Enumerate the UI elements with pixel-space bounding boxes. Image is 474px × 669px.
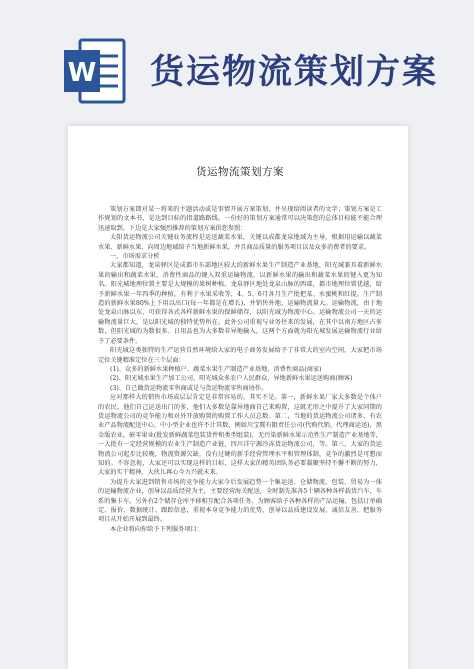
list-item-2: (2)、阳光城水果生产加工公司，阳光城众多农户人民群众、异地新鲜水果运送购商(顾客) [110,375,353,383]
logo-letter: W [67,58,97,88]
paragraph-strategy: 为提升大家进到销售市场的竞争能力大家今后发展趋势一个集运送、仓储物流、包装、贸易为一体的运输物流企业，创导以品质经营为主，主要经营海关配送，全时制先准各5十辆各种各样载货汽车，车系的集卡车，另外有2个储存仓库平移相互配合各项任务。为顾客给予各种各样的产品运输，包括订单确定、报价、数据统计、跟踪信息，重视本身竞争能力的优势，创导以品质建设发展，诚信友善，把服务项目从开始开展到最终。 [98,478,382,524]
word-document-icon [62,36,128,106]
paragraph-market-analysis: 大家都知道，龙泉驿区是成都市东部地区较大的新鲜水果生产制造产业基地，阳光城兼具着新鲜水果的输出和蔬菜水果、消费性商品的键入双重运输物流，以新鲜水果的输出和蔬菜水果的键入更为知名。阳光城地理位置主要是大规模的果树种植。龙泉驿区地处龙泉山脉的西部，都市地理位置优越，给予新鲜水果一年四季的种植，有利于水果采收等，4、5、6月各月生产批把某、水蜜桃和红提。生产制造的新鲜水果80%上下用以出口(每一年都是在增长)，并销售外地，运输物流量大。运输物流，由于地处龙泉山脉以东，可获得各式各样新鲜水果的保鲜储存，以阳光城为物流中心。运输物流公司一天的运输物流量巨大，是以阳光城的独特优势所在。此外公司重视与业务往来的发展，在其中以南方地区占多数，但阳光城的为数很多。日用品也为大多数非异地输入，这两个方面就为阳光城发展运输物流行业给予了必要条件。 [98,262,382,345]
list-item-1: (1)、众多的新鲜水果种植户、蔬菜水果生产制造产业基地、消费性商品(商家) [110,365,322,373]
banner-title: 货运物流策划方案 [150,52,438,92]
document-page [68,126,408,669]
document-title: 货运物流策划方案 [196,166,284,178]
paragraph-company: 太阳货运物流公司关键业务流程是运送蔬菜水果，关键以成都龙泉地域为主导，根据用运输以蔬菜水果、新鲜水果，向周边地域给予当地新鲜水果，并且商品质量的服务项目以及众多消费者的要求。 [98,234,382,251]
paragraph-positioning: 阳光城这类独特的生产运营自然环境给大家的电子商务发展给予了非常大的室内空间，大家把市场定位关键精准定位在三个层面： [98,347,382,364]
header-banner [0,0,474,120]
paragraph-competition: 应对那样大的销售市场或层层肯定是非常容易的。其实不是。第一，新鲜水果厂家大多数是个体户的农民，他们自己运送出门的多，他们大多数是靠异地商自己来购置，这就无形之中提升了大家同期的货运物流公司的竞争能力和对外开放购置的购置工作人员总数。第二，当地的货运物流公司诸多，有农业产品物流配送中心，中小型企业也许不计其数，例如川宝冀有限责任公司(代购代销，代理商运送)，黑金版农业，嵌零果业(批发新鲜蔬菜包装货件和类型组装)，无污染新鲜水果示范性生产制造产业基地等，一大批有一定经营规模的农业生产制造产业链，四川洋宁源冷冻货运物流公司，等。第三，大家的货运物流公司起步比较晚，物流资源欠缺，没有过硬的新手经营管理水平和管理体制，竞争的激烈是可想而知的。不容忽视，大家还可以实现这样的目标，这样大家的精英团队务必要凝聚坚持不懈不断的努力，大家的实干精神，大伙儿再心今力兴就未来。 [98,394,382,477]
section-heading-market: 一、市场需求分析 [110,253,160,261]
list-item-3: (3)、自己做货运物流零售商或是与货运物流零售商协作。 [110,384,268,392]
paragraph-intro: 策划方案即对某一将来的主题活动或是事情开展方案策划，并呈现给阅读者的文字；策划方案是工作规划的文本书，是达到目标的指道路路线。一份好的策划方案通常可以决策您的总体目标能不能合理迅速取到。下边是大家强烈推荐的策划方案供您参照： [98,206,382,232]
paragraph-services: 本企业将向你给予下列服务项目： [110,525,203,533]
